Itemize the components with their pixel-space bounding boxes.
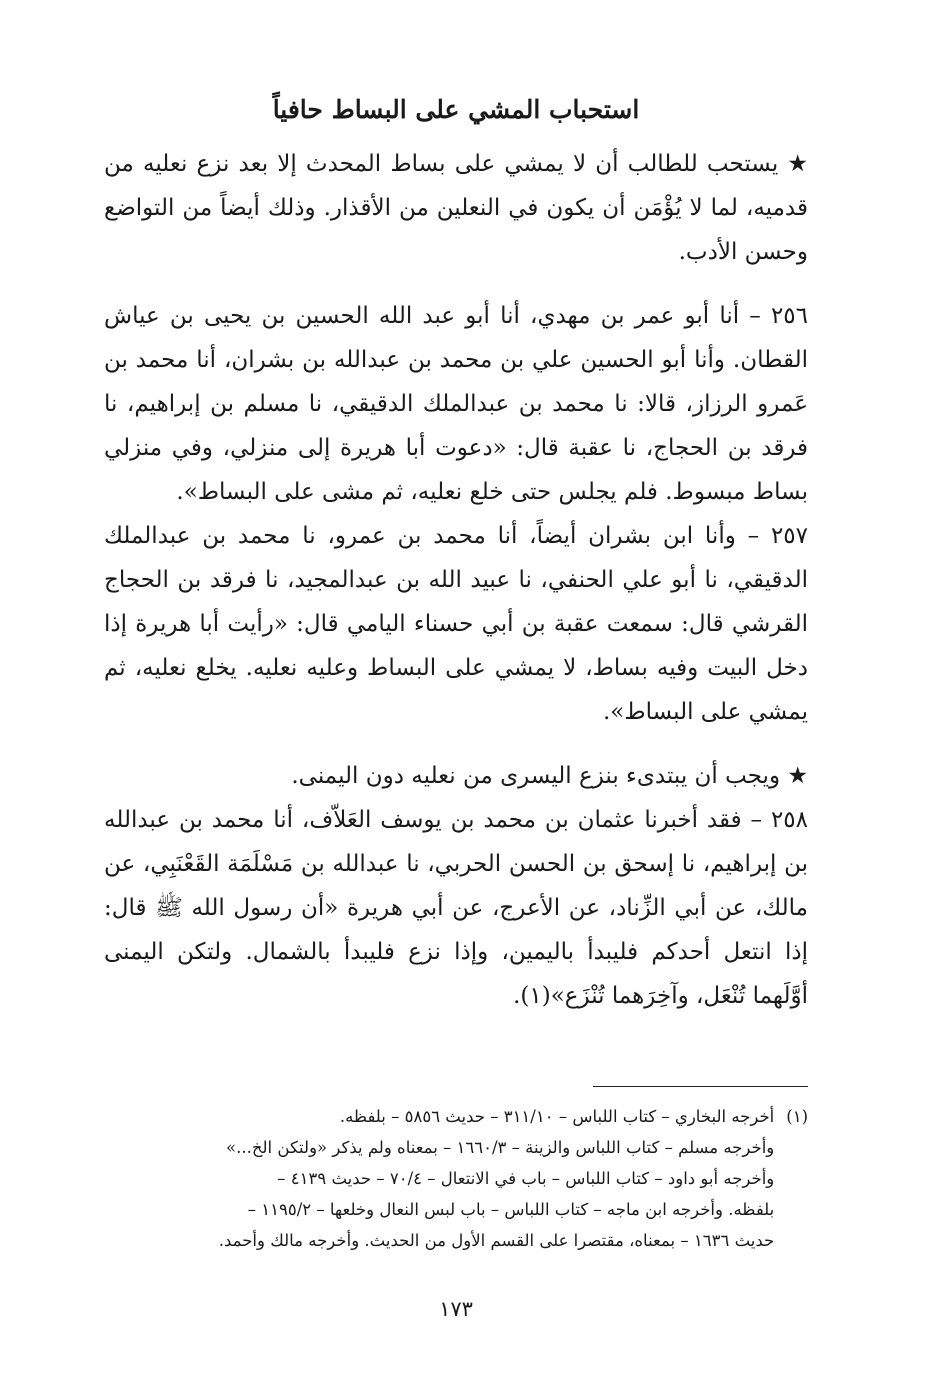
footnote-line: وأخرجه أبو داود – كتاب اللباس – باب في الانتعال – ٧٠/٤ – حديث ٤١٣٩ – xyxy=(277,1169,775,1188)
paragraph-intro: ★ يستحب للطالب أن لا يمشي على بساط المحدث إلا بعد نزع نعليه من قدميه، لما لا يُؤْمَن أن يكون في النعلين من الأقذار. وذلك أيضاً من التواضع وحسن الأدب. xyxy=(104,151,808,265)
page-number: ١٧٣ xyxy=(439,1297,473,1321)
footnote-divider xyxy=(593,1086,808,1087)
paragraph-hadith-256: ٢٥٦ – أنا أبو عمر بن مهدي، أنا أبو عبد الله الحسين بن يحيى بن عياش القطان. وأنا أبو الحسين علي بن محمد بن عبدالله بن بشران، أنا محمد بن عَمرو الرزاز، قالا: نا محمد بن عبدالملك الدقيقي، نا مسلم بن إبراهيم، نا فرقد بن الحجاج، نا عقبة قال: «دعوت أبا هريرة إلى منزلي، وفي منزلي بساط مبسوط. فلم يجلس حتى خلع نعليه، ثم مشى على البساط». xyxy=(104,303,808,505)
footnote xyxy=(104,1101,808,1256)
footnote-line: بلفظه. وأخرجه ابن ماجه – كتاب اللباس – باب لبس النعال وخلعها – ١١٩٥/٢ – xyxy=(247,1200,775,1219)
footnote-line: وأخرجه مسلم – كتاب اللباس والزينة – ١٦٦٠/٣ – بمعناه ولم يذكر «ولتكن الخ...» xyxy=(226,1138,775,1157)
footnote-number: (١) xyxy=(786,1107,808,1126)
paragraph-hadith-257: ٢٥٧ – وأنا ابن بشران أيضاً، أنا محمد بن عمرو، نا محمد بن عبدالملك الدقيقي، نا أبو علي الحنفي، نا عبيد الله بن عبدالمجيد، نا فرقد بن الحجاج القرشي قال: سمعت عقبة بن أبي حسناء اليامي قال: «رأيت أبا هريرة إذا دخل البيت وفيه بساط، لا يمشي على البساط وعليه نعليه. يخلع نعليه، ثم يمشي على البساط». xyxy=(104,523,808,725)
book-page xyxy=(104,90,808,1370)
footnote-line: أخرجه البخاري – كتاب اللباس – ٣١١/١٠ – حديث ٥٨٥٦ – بلفظه. xyxy=(339,1107,775,1126)
footnote-body xyxy=(104,1101,774,1256)
section-heading: استحباب المشي على البساط حافياً xyxy=(272,95,640,124)
footnote-line: حديث ١٦٣٦ – بمعناه، مقتصرا على القسم الأول من الحديث. وأخرجه مالك وأحمد. xyxy=(218,1231,775,1250)
paragraph-hadith-258: ٢٥٨ – فقد أخبرنا عثمان بن محمد بن يوسف العَلاّف، أنا محمد بن عبدالله بن إبراهيم، نا إسحق بن الحسن الحربي، نا عبدالله بن مَسْلَمَة القَعْنَبِي، عن مالك، عن أبي الزِّناد، عن الأعرج، عن أبي هريرة «أن رسول الله ﷺ قال: إذا انتعل أحدكم فليبدأ باليمين، وإذا نزع فليبدأ بالشمال. ولتكن اليمنى أوَّلَهما تُنْعَل، وآخِرَهما تُنْزَع»(١). xyxy=(104,807,808,1009)
paragraph-rule: ★ ويجب أن يبتدىء بنزع اليسرى من نعليه دون اليمنى. xyxy=(291,763,808,789)
